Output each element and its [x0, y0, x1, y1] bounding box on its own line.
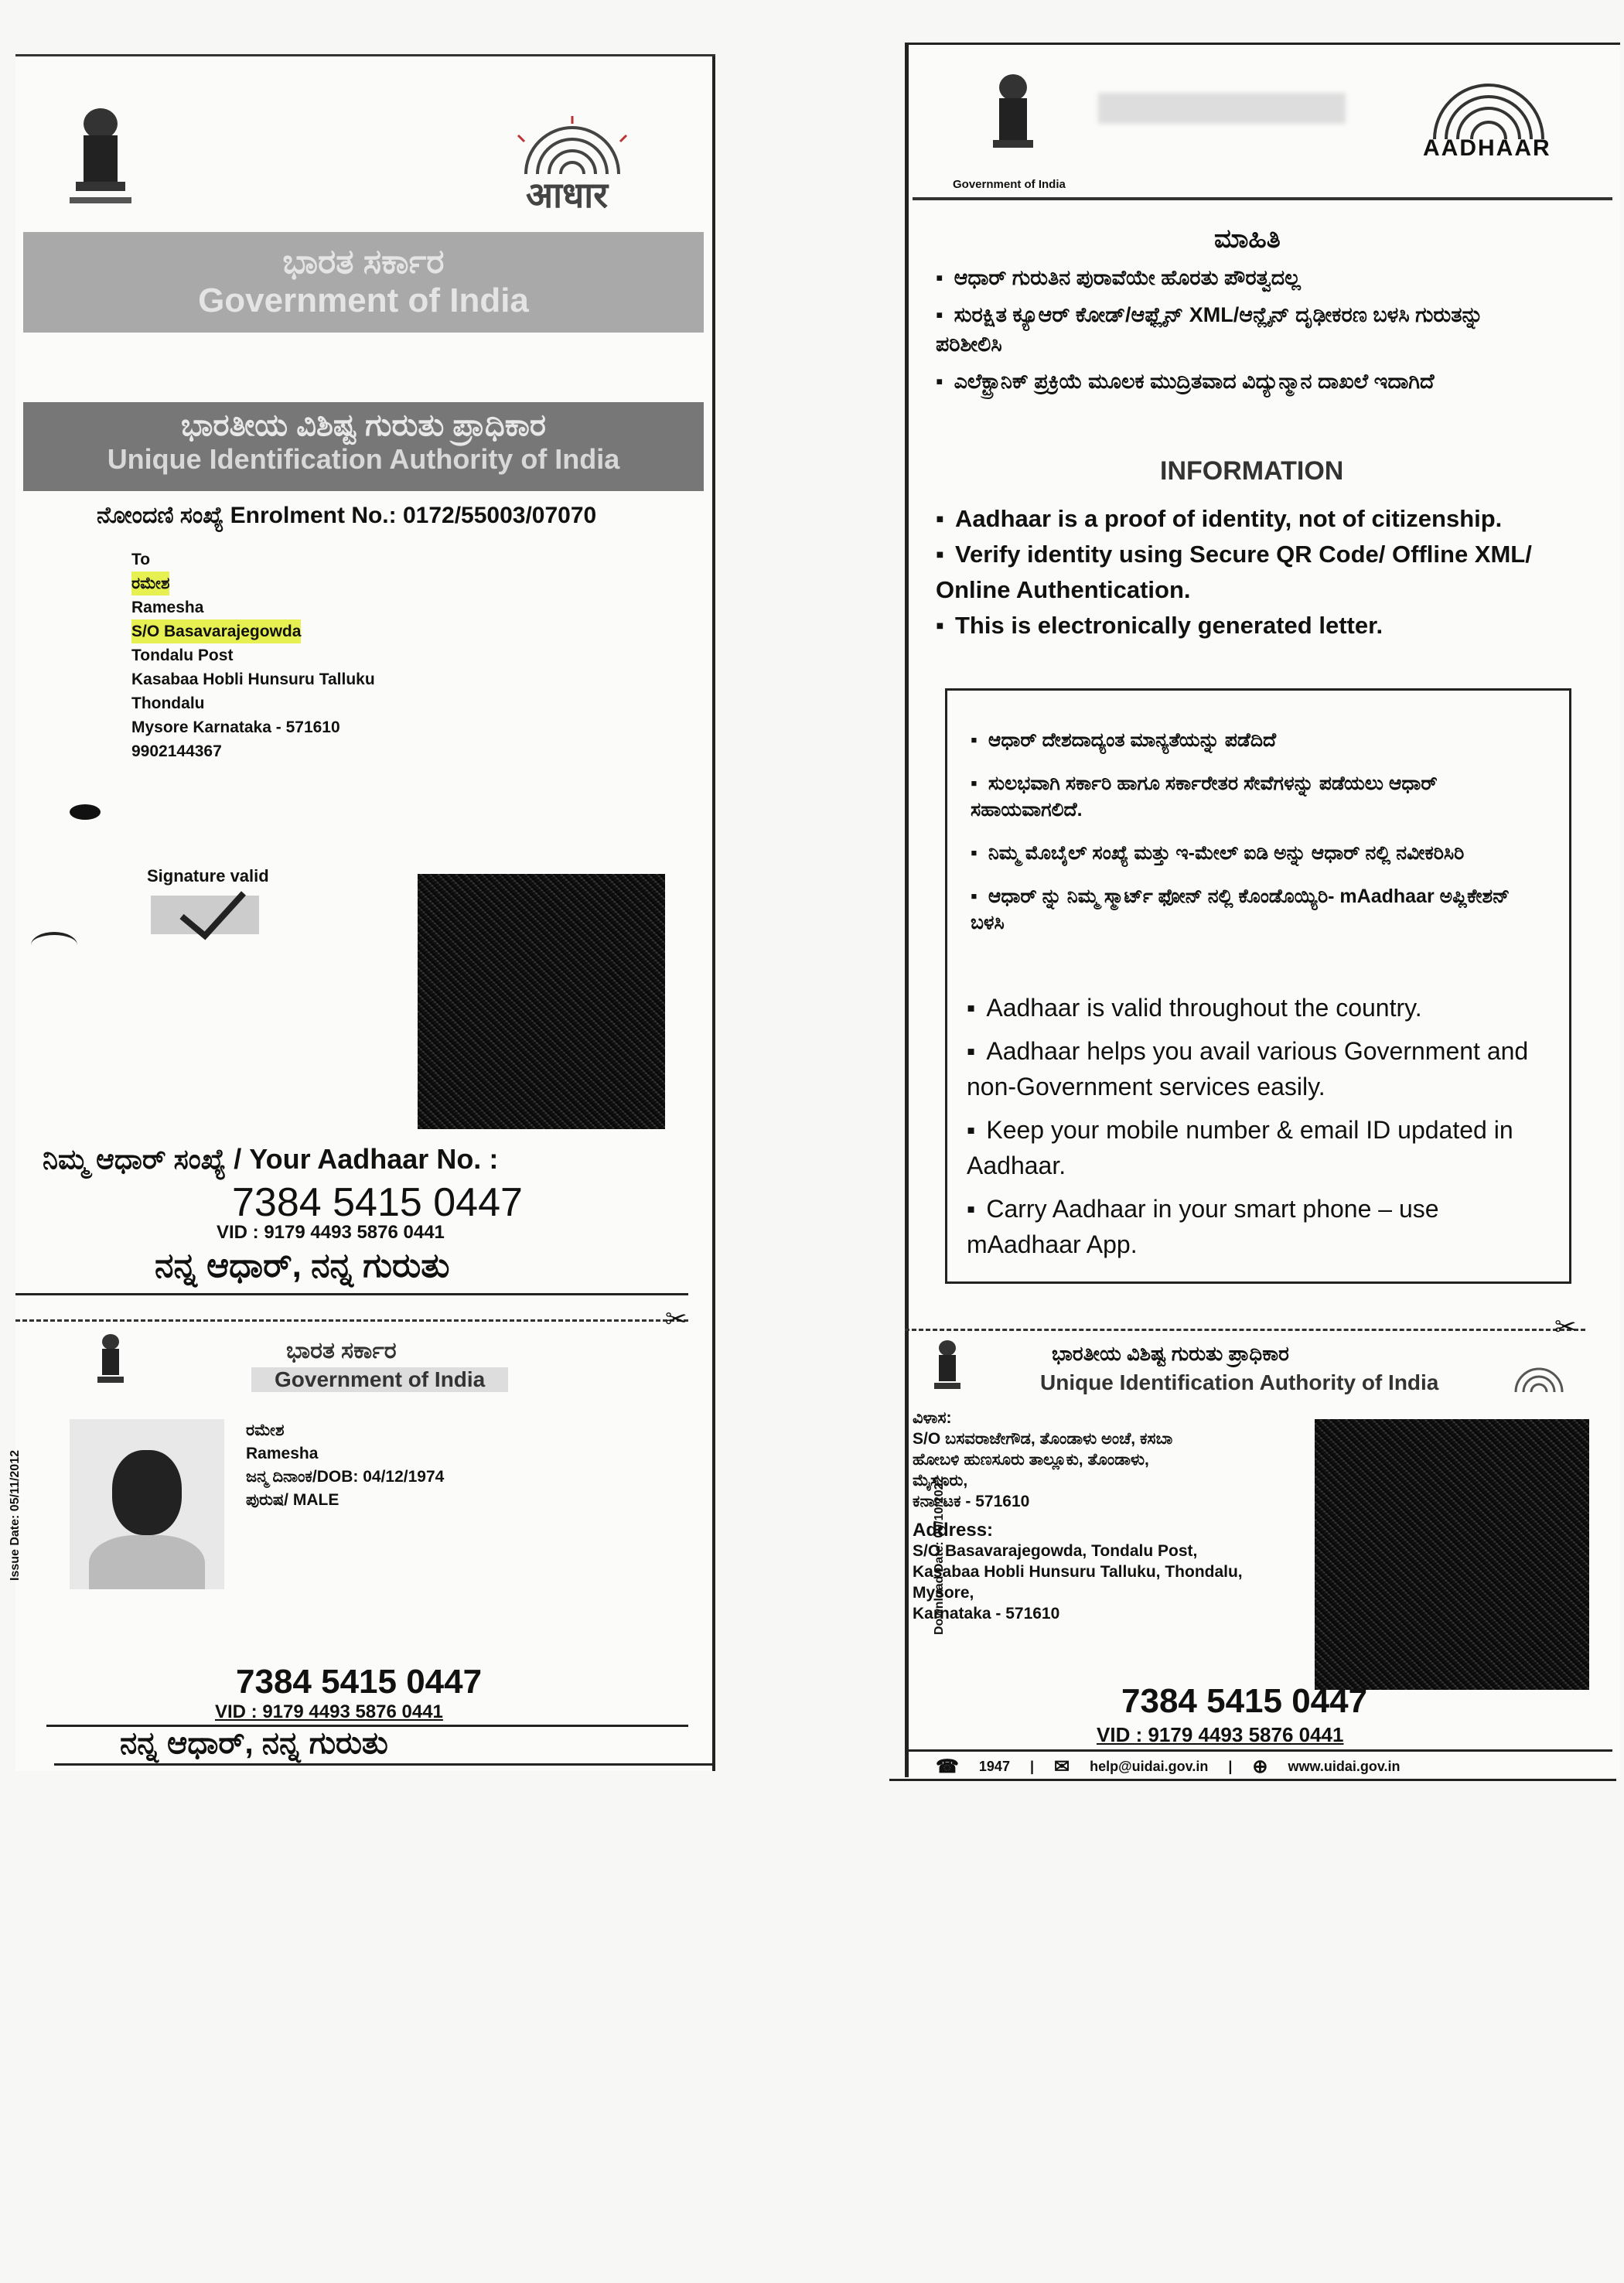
qr-code — [418, 874, 665, 1129]
footer-separator: | — [1228, 1758, 1233, 1774]
cut-line — [15, 1319, 688, 1322]
address-kannada-line: ಹೋಬಳಿ ಹುಣಸೂರು ತಾಲ್ಲೂಕು, ತೊಂಡಾಳು, — [913, 1451, 1149, 1469]
info-kannada-item: ▪ ಸುರಕ್ಷಿತ ಕ್ಯೂಆರ್ ಕೋಡ್/ಆಫ್ಲೈನ್ XML/ಆನ್ಲೈನ್ ದೃಢೀಕರಣ ಬಳಸಿ ಗುರುತನ್ನು ಪರಿಶೀಲಿಸಿ — [936, 300, 1493, 359]
aadhaar-number: 7384 5415 0447 — [232, 1180, 523, 1225]
divider-line — [15, 1293, 688, 1295]
card-aadhaar-number: 7384 5415 0447 — [1121, 1682, 1368, 1720]
national-emblem-icon — [62, 101, 139, 217]
gov-band-kannada: ಭಾರತ ಸರ್ಕಾರ — [282, 243, 445, 281]
uidai-band-kannada: ಭಾರತೀಯ ವಿಶಿಷ್ಟ ಗುರುತು ಪ್ರಾಧಿಕಾರ — [180, 408, 547, 442]
info-box-english-item: ▪ Aadhaar is valid throughout the country. — [967, 990, 1554, 1025]
bottom-border — [54, 1763, 715, 1766]
address-english-label: Address: — [913, 1520, 994, 1541]
gov-band-english: Government of India — [198, 282, 529, 319]
info-box-kannada-list — [971, 727, 1543, 936]
signature-checkmark-icon — [151, 889, 267, 944]
qr-code — [1315, 1419, 1589, 1690]
gov-band — [23, 232, 704, 333]
info-box-kannada-item: ▪ ನಿಮ್ಮ ಮೊಬೈಲ್ ಸಂಖ್ಯೆ ಮತ್ತು ಇ-ಮೇಲ್ ಐಡಿ ಅನ್ನು ಆಧಾರ್ ನಲ್ಲಿ ನವೀಕರಿಸಿರಿ — [971, 840, 1543, 866]
footer-separator: | — [1029, 1758, 1034, 1774]
holder-photo — [70, 1419, 224, 1589]
card-gov-english: Government of India — [251, 1367, 508, 1392]
blurred-header-text — [1098, 93, 1346, 124]
info-box-english-item: ▪ Keep your mobile number & email ID updated in Aadhaar. — [967, 1112, 1554, 1183]
holder-name-kannada: ರಮೇಶ — [246, 1421, 285, 1439]
information-list — [936, 501, 1601, 643]
footer-email: help@uidai.gov.in — [1090, 1758, 1209, 1774]
holder-name-english: Ramesha — [246, 1445, 319, 1462]
national-emblem-icon — [928, 1336, 967, 1398]
national-emblem-icon — [982, 66, 1044, 166]
address-line: To — [131, 551, 151, 568]
vid-number: VID : 9179 4493 5876 0441 — [217, 1222, 445, 1243]
holder-dob: ಜನ್ಮ ದಿನಾಂಕ/DOB: 04/12/1974 — [246, 1468, 445, 1486]
information-title: INFORMATION — [1160, 456, 1344, 486]
address-line: 9902144367 — [131, 742, 222, 760]
footer-phone: 1947 — [978, 1758, 1010, 1774]
info-kannada-item: ▪ ಆಧಾರ್ ಗುರುತಿನ ಪುರಾವೆಯೇ ಹೊರತು ಪೌರತ್ವದಲ್ಲ — [936, 263, 1493, 292]
address-english-line: Karnataka - 571610 — [913, 1605, 1060, 1623]
info-kannada-list — [936, 263, 1493, 396]
aadhaar-logo-text: आधार — [526, 175, 609, 215]
info-box-kannada-item: ▪ ಆಧಾರ್ ದೇಶದಾದ್ಯಂತ ಮಾನ್ಯತೆಯನ್ನು ಪಡೆದಿದೆ — [971, 727, 1543, 753]
information-item: ▪ Aadhaar is a proof of identity, not of citizenship. — [936, 501, 1601, 537]
gov-small-label: Government of India — [953, 178, 1066, 191]
address-line: Mysore Karnataka - 571610 — [131, 718, 340, 736]
info-box-kannada-item: ▪ ಆಧಾರ್ ನ್ನು ನಿಮ್ಮ ಸ್ಮಾರ್ಟ್ ಫೋನ್ ನಲ್ಲಿ ಕೊಂಡೊಯ್ಯಿರಿ- mAadhaar ಅಪ್ಲಿಕೇಶನ್ ಬಳಸಿ — [971, 883, 1543, 936]
punch-hole-mark — [70, 804, 101, 820]
signature-valid-label: Signature valid — [147, 866, 269, 886]
scissors-icon: ✂ — [665, 1305, 687, 1334]
info-box-english-item: ▪ Aadhaar helps you avail various Government and non-Government services easily. — [967, 1033, 1554, 1104]
information-item: ▪ Verify identity using Secure QR Code/ Offline XML/ Online Authentication. — [936, 537, 1601, 608]
info-box-kannada-item: ▪ ಸುಲಭವಾಗಿ ಸರ್ಕಾರಿ ಹಾಗೂ ಸರ್ಕಾರೇತರ ಸೇವೆಗಳನ್ನು ಪಡೆಯಲು ಆಧಾರ್ ಸಹಾಯವಾಗಲಿದೆ. — [971, 770, 1543, 823]
card-uidai-kannada: ಭಾರತೀಯ ವಿಶಿಷ್ಟ ಗುರುತು ಪ್ರಾಧಿಕಾರ — [1052, 1342, 1289, 1365]
info-kannada-item: ▪ ಎಲೆಕ್ಟ್ರಾನಿಕ್ ಪ್ರಕ್ರಿಯೆ ಮೂಲಕ ಮುದ್ರಿತವಾದ ವಿದ್ಯುನ್ಮಾನ ದಾಖಲೆ ಇದಾಗಿದೆ — [936, 367, 1493, 396]
your-aadhaar-label: ನಿಮ್ಮ ಆಧಾರ್ ಸಂಖ್ಯೆ / Your Aadhaar No. : — [43, 1143, 499, 1175]
address-kannada-line: ಕರ್ನಾಟಕ - 571610 — [913, 1493, 1030, 1510]
scissors-icon: ✂ — [1554, 1312, 1577, 1342]
card-aadhaar-number: 7384 5415 0447 — [236, 1663, 483, 1701]
punch-hole-mark — [31, 932, 77, 958]
address-kannada-label: ವಿಳಾಸ: — [913, 1409, 952, 1427]
download-date: Download Date: 09/10/2022 — [933, 1476, 946, 1635]
address-kannada-block — [913, 1408, 1172, 1512]
card-vid-number: VID : 9179 4493 5876 0441 — [215, 1701, 443, 1722]
uidai-band-english: Unique Identification Authority of India — [107, 443, 620, 475]
left-top-border — [15, 54, 715, 56]
phone-icon: ☎ — [936, 1756, 959, 1777]
email-icon: ✉ — [1054, 1756, 1070, 1777]
address-block — [131, 548, 375, 763]
aadhaar-logo-icon — [1508, 1353, 1570, 1400]
address-english-line: Mysore, — [913, 1584, 974, 1602]
address-kannada-line: ಮೈಸೂರು, — [913, 1472, 968, 1490]
info-box-english-list — [967, 990, 1554, 1262]
address-kannada-line: S/O ಬಸವರಾಜೇಗೌಡ, ತೊಂಡಾಳು ಅಂಚೆ, ಕಸಬಾ — [913, 1430, 1173, 1448]
divider-line — [913, 197, 1612, 200]
address-english-line: Kasabaa Hobli Hunsuru Talluku, Thondalu, — [913, 1563, 1243, 1581]
national-emblem-icon — [91, 1330, 130, 1392]
globe-icon: ⊕ — [1252, 1756, 1268, 1777]
cut-line — [905, 1329, 1585, 1331]
address-line: Thondalu — [131, 694, 205, 712]
address-line: Kasabaa Hobli Hunsuru Talluku — [131, 671, 375, 688]
tagline: ನನ್ನ ಆಧಾರ್, ನನ್ನ ಗುರುತು — [155, 1247, 450, 1285]
card-tagline: ನನ್ನ ಆಧಾರ್, ನನ್ನ ಗುರುತು — [120, 1726, 388, 1760]
card-uidai-english: Unique Identification Authority of India — [1040, 1370, 1439, 1394]
address-line: ರಮೇಶ — [131, 572, 169, 595]
footer-bar — [936, 1751, 1593, 1782]
uidai-band — [23, 402, 704, 491]
address-line: S/O Basavarajegowda — [131, 619, 301, 643]
info-box-english-item: ▪ Carry Aadhaar in your smart phone – use mAadhaar App. — [967, 1191, 1554, 1262]
address-line: Ramesha — [131, 599, 204, 616]
address-line: Tondalu Post — [131, 647, 234, 664]
card-gov-kannada: ಭಾರತ ಸರ್ಕಾರ — [286, 1338, 397, 1363]
card-vid-number: VID : 9179 4493 5876 0441 — [1097, 1723, 1344, 1746]
footer-web: www.uidai.gov.in — [1288, 1758, 1401, 1774]
bottom-border — [889, 1779, 1616, 1781]
information-item: ▪ This is electronically generated letter. — [936, 608, 1601, 643]
aadhaar-logo-text: AADHAAR — [1423, 135, 1551, 161]
holder-gender: ಪುರುಷ/ MALE — [246, 1491, 339, 1509]
enrolment-number: ನೋಂದಣಿ ಸಂಖ್ಯೆ Enrolment No.: 0172/55003/07070 — [97, 503, 597, 528]
address-english-line: S/O Basavarajegowda, Tondalu Post, — [913, 1542, 1198, 1560]
info-kannada-title: ಮಾಹಿತಿ — [1214, 224, 1281, 254]
address-english-block — [913, 1520, 1243, 1624]
holder-details — [246, 1419, 444, 1512]
issue-date: Issue Date: 05/11/2012 — [9, 1449, 22, 1581]
